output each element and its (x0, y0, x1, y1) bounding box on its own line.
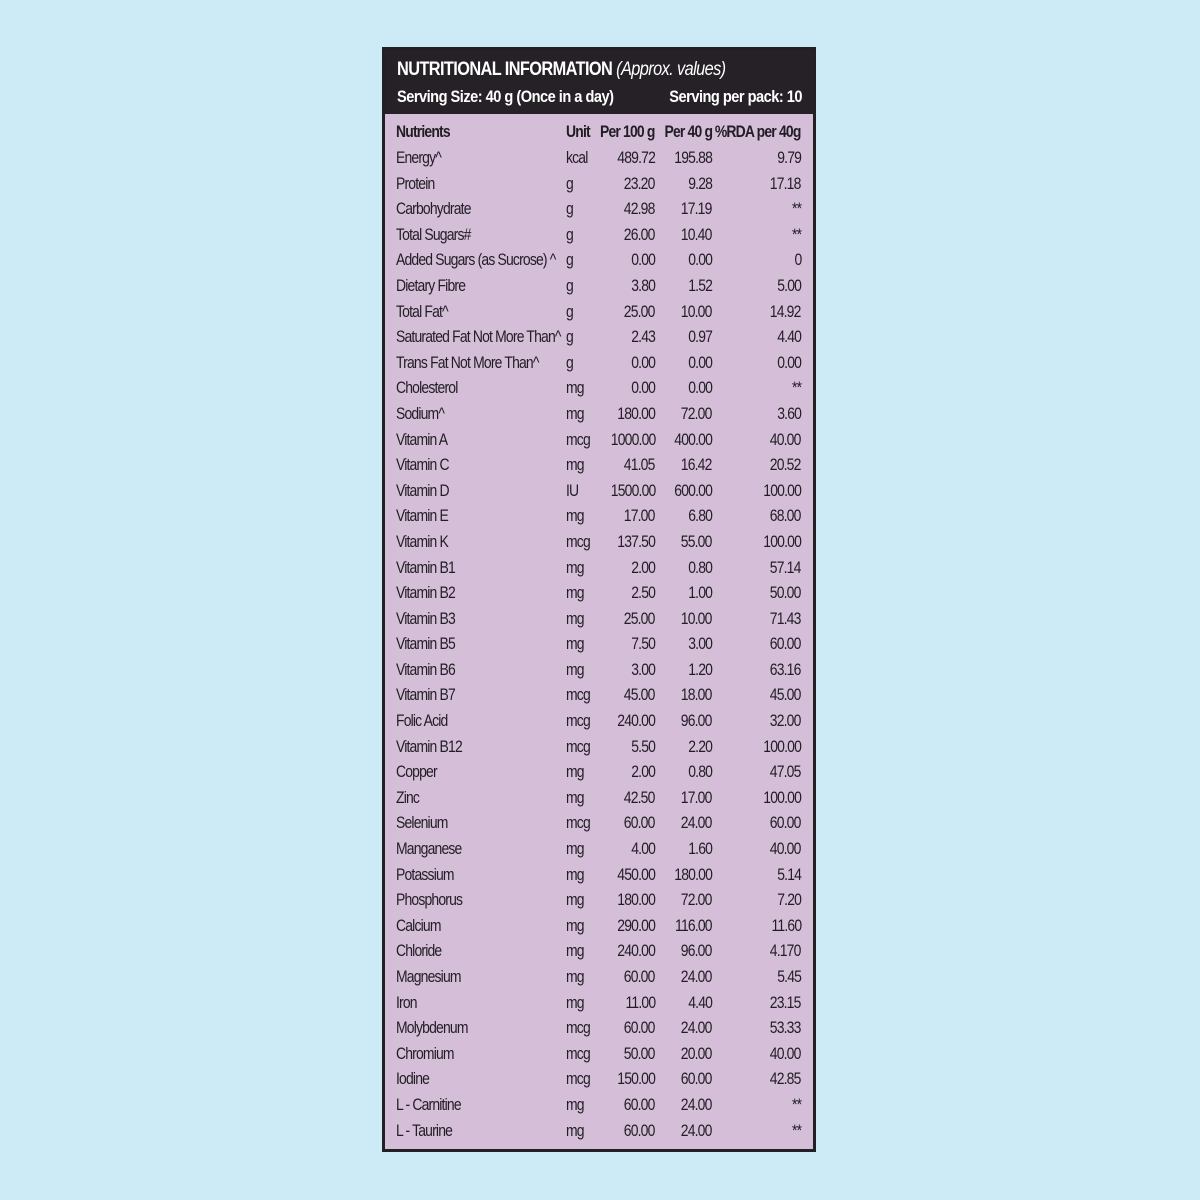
value-per-40g: 0.00 (688, 378, 712, 398)
value-per-40g: 24.00 (681, 967, 712, 986)
rda-per-40g: 0 (794, 250, 801, 270)
table-header-row (385, 118, 813, 145)
table-row (385, 631, 813, 657)
rda-per-40g: 60.00 (770, 634, 801, 654)
nutrient-name: Vitamin B3 (396, 608, 455, 628)
nutrient-unit: mcg (566, 429, 590, 449)
value-per-40g: 72.00 (681, 890, 712, 910)
rda-per-40g: 4.40 (777, 327, 801, 347)
rda-per-40g: ** (791, 199, 801, 219)
nutrient-name: Cholesterol (396, 378, 458, 398)
table-row (385, 1118, 813, 1144)
value-per-40g: 17.19 (681, 199, 712, 219)
nutrient-name: Folic Acid (396, 711, 448, 731)
nutrient-name: Dietary Fibre (396, 275, 466, 295)
nutrient-unit: mg (566, 839, 584, 859)
nutrient-name: Vitamin B1 (396, 557, 455, 577)
nutrient-name: Vitamin E (396, 506, 449, 526)
nutrient-name: Total Sugars# (396, 224, 471, 244)
value-per-40g: 60.00 (681, 1069, 712, 1089)
nutrient-unit: mg (566, 659, 584, 679)
value-per-100g: 60.00 (624, 1120, 655, 1140)
value-per-100g: 2.00 (631, 557, 655, 577)
value-per-100g: 25.00 (624, 301, 655, 321)
nutrient-unit: mg (566, 583, 584, 603)
value-per-40g: 1.00 (688, 583, 712, 603)
value-per-100g: 1000.00 (610, 429, 655, 449)
nutrient-name: Vitamin B2 (396, 583, 455, 603)
table-row (385, 222, 813, 248)
rda-per-40g: 57.14 (770, 557, 801, 577)
value-per-40g: 0.00 (688, 250, 712, 270)
nutrient-unit: mg (566, 1094, 584, 1114)
value-per-40g: 10.40 (681, 224, 712, 244)
table-row (385, 759, 813, 785)
nutrient-name: Chromium (396, 1043, 454, 1063)
nutrient-unit: mg (566, 890, 584, 910)
column-header-unit: Unit (566, 122, 590, 141)
column-header-rda: %RDA per 40g (715, 122, 801, 141)
table-row (385, 1066, 813, 1092)
value-per-100g: 45.00 (624, 685, 655, 705)
value-per-100g: 3.00 (631, 659, 655, 679)
value-per-40g: 1.60 (688, 839, 712, 859)
table-row (385, 401, 813, 427)
nutrition-title-line (397, 56, 746, 84)
value-per-100g: 150.00 (617, 1069, 655, 1089)
value-per-100g: 2.50 (631, 583, 655, 603)
table-row (385, 657, 813, 683)
rda-per-40g: 63.16 (770, 659, 801, 679)
table-row (385, 273, 813, 299)
value-per-40g: 55.00 (681, 531, 712, 551)
rda-per-40g: 53.33 (770, 1018, 801, 1038)
table-row (385, 478, 813, 504)
nutrient-name: Sodium^ (396, 403, 445, 423)
nutrient-name: Phosphorus (396, 890, 463, 910)
nutrient-name: Vitamin B6 (396, 659, 455, 679)
value-per-100g: 7.50 (631, 634, 655, 654)
value-per-100g: 25.00 (624, 608, 655, 628)
nutrition-label (382, 47, 816, 1152)
table-row (385, 171, 813, 197)
rda-per-40g: ** (791, 378, 801, 398)
rda-per-40g: 23.15 (770, 992, 801, 1012)
column-header-nutrients: Nutrients (396, 122, 450, 141)
table-row (385, 964, 813, 990)
table-row (385, 990, 813, 1016)
value-per-100g: 42.98 (624, 199, 655, 219)
rda-per-40g: 0.00 (777, 352, 801, 372)
value-per-40g: 24.00 (681, 1018, 712, 1038)
nutrient-unit: mcg (566, 685, 590, 705)
value-per-40g: 18.00 (681, 685, 712, 705)
value-per-100g: 180.00 (617, 890, 655, 910)
value-per-40g: 1.20 (688, 659, 712, 679)
value-per-100g: 11.00 (625, 992, 655, 1012)
table-row (385, 529, 813, 555)
value-per-40g: 96.00 (681, 711, 712, 731)
table-row (385, 1015, 813, 1041)
nutrient-unit: g (566, 275, 573, 295)
value-per-40g: 1.52 (688, 275, 712, 295)
value-per-100g: 60.00 (624, 967, 655, 986)
rda-per-40g: 3.60 (777, 403, 801, 423)
rda-per-40g: 40.00 (770, 429, 801, 449)
table-row (385, 913, 813, 939)
value-per-40g: 24.00 (681, 1094, 712, 1114)
table-row (385, 606, 813, 632)
rda-per-40g: 17.18 (770, 173, 801, 193)
value-per-40g: 96.00 (681, 941, 712, 961)
value-per-100g: 0.00 (631, 250, 655, 270)
rda-per-40g: ** (791, 1120, 801, 1140)
rda-per-40g: 5.00 (777, 275, 801, 295)
nutrient-unit: mg (566, 506, 584, 526)
nutrient-unit: g (566, 327, 573, 347)
nutrient-name: Iron (396, 992, 417, 1012)
value-per-40g: 24.00 (681, 1120, 712, 1140)
table-row (385, 836, 813, 862)
nutrient-name: Potassium (396, 864, 454, 884)
nutrient-name: Saturated Fat Not More Than^ (396, 327, 561, 347)
value-per-100g: 489.72 (617, 148, 655, 167)
nutrient-name: Vitamin B12 (396, 736, 462, 756)
nutrient-unit: mcg (566, 711, 590, 731)
nutrient-name: Zinc (396, 787, 420, 807)
nutrient-name: Iodine (396, 1069, 430, 1089)
rda-per-40g: 45.00 (770, 685, 801, 705)
rda-per-40g: 71.43 (770, 608, 801, 628)
nutrient-unit: g (566, 224, 573, 244)
nutrient-name: Selenium (396, 813, 448, 833)
rda-per-40g: 11.60 (771, 915, 801, 935)
value-per-100g: 4.00 (631, 839, 655, 859)
value-per-100g: 50.00 (624, 1043, 655, 1063)
nutrient-name: Energy^ (396, 148, 441, 167)
value-per-100g: 450.00 (617, 864, 655, 884)
rda-per-40g: ** (791, 1094, 801, 1114)
rda-per-40g: 50.00 (770, 583, 801, 603)
table-row (385, 810, 813, 836)
table-row (385, 375, 813, 401)
nutrient-name: Carbohydrate (396, 199, 471, 219)
value-per-40g: 600.00 (674, 480, 712, 500)
rda-per-40g: 9.79 (777, 148, 801, 167)
rda-per-40g: 100.00 (763, 736, 801, 756)
nutrient-unit: mcg (566, 736, 590, 756)
value-per-100g: 60.00 (624, 813, 655, 833)
nutrient-unit: g (566, 199, 573, 219)
value-per-100g: 5.50 (631, 736, 655, 756)
rda-per-40g: 5.45 (777, 967, 801, 986)
value-per-40g: 10.00 (681, 608, 712, 628)
value-per-100g: 2.43 (631, 327, 655, 347)
value-per-40g: 0.97 (688, 327, 712, 347)
nutrient-name: Copper (396, 762, 437, 782)
value-per-100g: 290.00 (617, 915, 655, 935)
rda-per-40g: 20.52 (770, 455, 801, 475)
nutrients-table (385, 114, 813, 1143)
nutrient-unit: mcg (566, 813, 590, 833)
value-per-40g: 72.00 (681, 403, 712, 423)
nutrient-unit: mg (566, 608, 584, 628)
nutrient-unit: kcal (566, 148, 588, 167)
nutrient-name: Molybdenum (396, 1018, 468, 1038)
rda-per-40g: 7.20 (777, 890, 801, 910)
nutrient-unit: IU (566, 480, 579, 500)
table-row (385, 785, 813, 811)
value-per-40g: 4.40 (688, 992, 712, 1012)
value-per-40g: 9.28 (688, 173, 712, 193)
nutrient-name: Vitamin C (396, 455, 449, 475)
table-row (385, 247, 813, 273)
value-per-100g: 180.00 (617, 403, 655, 423)
table-row (385, 503, 813, 529)
value-per-40g: 195.88 (674, 148, 712, 167)
nutrient-name: L - Taurine (396, 1120, 453, 1140)
value-per-100g: 240.00 (617, 941, 655, 961)
value-per-40g: 6.80 (688, 506, 712, 526)
value-per-100g: 2.00 (631, 762, 655, 782)
rda-per-40g: 14.92 (770, 301, 801, 321)
rda-per-40g: 4.170 (770, 941, 801, 961)
rda-per-40g: 60.00 (770, 813, 801, 833)
rda-per-40g: 100.00 (763, 531, 801, 551)
nutrient-name: Vitamin B7 (396, 685, 455, 705)
rda-per-40g: 47.05 (770, 762, 801, 782)
value-per-100g: 41.05 (624, 455, 655, 475)
table-row (385, 862, 813, 888)
value-per-40g: 0.80 (688, 762, 712, 782)
value-per-40g: 116.00 (675, 915, 712, 935)
rda-per-40g: 32.00 (770, 711, 801, 731)
value-per-40g: 0.00 (688, 352, 712, 372)
value-per-40g: 400.00 (674, 429, 712, 449)
table-row (385, 682, 813, 708)
value-per-100g: 26.00 (624, 224, 655, 244)
value-per-100g: 1500.00 (610, 480, 655, 500)
nutrient-unit: mg (566, 378, 584, 398)
nutrient-name: Protein (396, 173, 435, 193)
serving-size: Serving Size: 40 g (Once in a day) (397, 87, 614, 106)
column-header-per-100g: Per 100 g (600, 122, 655, 141)
nutrient-name: Calcium (396, 915, 441, 935)
value-per-100g: 60.00 (624, 1018, 655, 1038)
rda-per-40g: 5.14 (777, 864, 801, 884)
nutrient-unit: mg (566, 455, 584, 475)
approx-values-note: (Approx. values) (616, 59, 726, 80)
table-row (385, 299, 813, 325)
value-per-40g: 3.00 (688, 634, 712, 654)
value-per-40g: 10.00 (681, 301, 712, 321)
table-row (385, 708, 813, 734)
nutrient-unit: mg (566, 403, 584, 423)
rda-per-40g: 40.00 (770, 1043, 801, 1063)
value-per-100g: 42.50 (624, 787, 655, 807)
table-row (385, 1092, 813, 1118)
nutrient-unit: mg (566, 762, 584, 782)
serving-per-pack: Serving per pack: 10 (669, 87, 803, 106)
nutrient-unit: g (566, 352, 573, 372)
nutrient-name: Magnesium (396, 967, 461, 986)
nutrient-name: Manganese (396, 839, 462, 859)
value-per-100g: 60.00 (624, 1094, 655, 1114)
value-per-40g: 180.00 (674, 864, 712, 884)
nutrient-name: L - Carnitine (396, 1094, 461, 1114)
nutrient-unit: g (566, 301, 573, 321)
nutrient-name: Chloride (396, 941, 442, 961)
nutrient-unit: mg (566, 864, 584, 884)
value-per-100g: 0.00 (631, 352, 655, 372)
table-body (385, 145, 813, 1143)
table-row (385, 734, 813, 760)
nutrient-unit: g (566, 250, 573, 270)
value-per-100g: 137.50 (617, 531, 655, 551)
table-row (385, 555, 813, 581)
nutrient-unit: mcg (566, 1043, 590, 1063)
nutrient-name: Vitamin K (396, 531, 449, 551)
table-row (385, 580, 813, 606)
rda-per-40g: 100.00 (763, 480, 801, 500)
nutrition-title: NUTRITIONAL INFORMATION (397, 59, 613, 80)
nutrient-unit: mg (566, 787, 584, 807)
value-per-40g: 2.20 (688, 736, 712, 756)
nutrient-unit: mcg (566, 1069, 590, 1089)
nutrient-unit: mg (566, 967, 584, 986)
value-per-100g: 3.80 (631, 275, 655, 295)
nutrient-name: Vitamin A (396, 429, 448, 449)
rda-per-40g: 100.00 (763, 787, 801, 807)
table-row (385, 887, 813, 913)
nutrient-unit: mg (566, 941, 584, 961)
nutrition-header (385, 50, 813, 114)
value-per-40g: 17.00 (681, 787, 712, 807)
rda-per-40g: 42.85 (770, 1069, 801, 1089)
nutrient-unit: mg (566, 557, 584, 577)
table-row (385, 452, 813, 478)
nutrient-unit: mg (566, 992, 584, 1012)
rda-per-40g: 68.00 (770, 506, 801, 526)
value-per-40g: 20.00 (681, 1043, 712, 1063)
value-per-40g: 16.42 (681, 455, 712, 475)
rda-per-40g: 40.00 (770, 839, 801, 859)
table-row (385, 938, 813, 964)
table-row (385, 324, 813, 350)
value-per-40g: 0.80 (688, 557, 712, 577)
nutrient-unit: g (566, 173, 573, 193)
nutrient-name: Vitamin B5 (396, 634, 455, 654)
table-row (385, 1041, 813, 1067)
nutrient-name: Added Sugars (as Sucrose) ^ (396, 250, 556, 270)
table-row (385, 196, 813, 222)
nutrient-name: Trans Fat Not More Than^ (396, 352, 539, 372)
value-per-100g: 0.00 (631, 378, 655, 398)
nutrient-unit: mg (566, 1120, 584, 1140)
value-per-100g: 240.00 (617, 711, 655, 731)
value-per-40g: 24.00 (681, 813, 712, 833)
column-header-per-40g: Per 40 g (664, 122, 712, 141)
nutrient-name: Total Fat^ (396, 301, 448, 321)
nutrient-unit: mg (566, 915, 584, 935)
table-row (385, 427, 813, 453)
table-row (385, 350, 813, 376)
nutrient-name: Vitamin D (396, 480, 449, 500)
rda-per-40g: ** (791, 224, 801, 244)
table-row (385, 145, 813, 171)
serving-line (397, 84, 802, 110)
nutrient-unit: mcg (566, 531, 590, 551)
value-per-100g: 17.00 (624, 506, 655, 526)
nutrient-unit: mcg (566, 1018, 590, 1038)
nutrient-unit: mg (566, 634, 584, 654)
value-per-100g: 23.20 (624, 173, 655, 193)
